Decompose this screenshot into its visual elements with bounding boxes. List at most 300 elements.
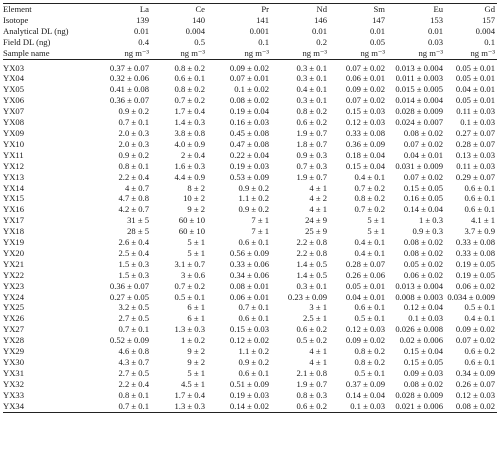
sample-name-cell: YX24	[3, 291, 25, 302]
value-cell: 0.4 ± 0.1	[354, 237, 385, 248]
sample-name-label: Sample name	[3, 48, 89, 59]
value-cell: 0.09 ± 0.02	[455, 324, 495, 335]
sample-name-cell: YX14	[3, 182, 25, 193]
value-cell: 0.014 ± 0.004	[395, 95, 443, 106]
header-cell: Eu	[387, 4, 445, 15]
value-cell: 0.026 ± 0.008	[395, 324, 443, 335]
value-cell: 0.27 ± 0.05	[109, 291, 149, 302]
value-cell: 4.4 ± 0.9	[174, 171, 205, 182]
value-cell: 6 ± 1	[187, 302, 205, 313]
sample-name-cell: YX20	[3, 247, 25, 258]
value-cell: 0.52 ± 0.09	[109, 335, 149, 346]
value-cell: 1.8 ± 0.7	[296, 138, 327, 149]
value-cell: 0.5 ± 0.2	[296, 335, 327, 346]
header-cell: 140	[192, 14, 205, 25]
value-cell: 0.09 ± 0.03	[403, 367, 443, 378]
value-cell: 1.9 ± 0.7	[296, 171, 327, 182]
value-cell: 0.15 ± 0.03	[229, 324, 269, 335]
value-cell: 0.5 ± 0.1	[464, 302, 495, 313]
value-cell: 0.04 ± 0.01	[455, 84, 495, 95]
value-cell: 1.4 ± 0.5	[296, 258, 327, 269]
table-row	[3, 292, 497, 303]
sample-name-cell: YX10	[3, 138, 25, 149]
value-cell: 0.12 ± 0.03	[455, 389, 495, 400]
value-cell: 0.05 ± 0.01	[455, 62, 495, 73]
value-cell: 0.8 ± 0.2	[174, 62, 205, 73]
table-row	[3, 204, 497, 215]
value-cell: 0.3 ± 0.1	[296, 280, 327, 291]
value-cell: 2.5 ± 0.4	[118, 247, 149, 258]
value-cell: 0.8 ± 0.2	[354, 346, 385, 357]
table-row	[3, 172, 497, 183]
value-cell: 1.3 ± 0.3	[174, 324, 205, 335]
value-cell: 0.29 ± 0.07	[455, 171, 495, 182]
header-cell: Sm	[329, 4, 387, 15]
value-cell: 10 ± 2	[183, 193, 205, 204]
sample-name-cell: YX27	[3, 324, 25, 335]
sample-name-cell: YX30	[3, 357, 25, 367]
value-cell: 0.15 ± 0.04	[403, 346, 443, 357]
value-cell: 4.5 ± 1	[180, 378, 205, 389]
value-cell: 0.008 ± 0.003	[395, 291, 443, 302]
value-cell: 0.08 ± 0.02	[445, 401, 497, 412]
value-cell: 0.8 ± 0.2	[354, 357, 385, 367]
value-cell: 0.6 ± 0.1	[354, 302, 385, 313]
table-row	[3, 281, 497, 292]
data-table-container	[3, 0, 497, 413]
value-cell: 0.12 ± 0.04	[403, 302, 443, 313]
value-cell: 9 ± 2	[187, 346, 205, 357]
value-cell: 0.26 ± 0.06	[345, 269, 385, 280]
value-cell: 0.7 ± 0.1	[118, 324, 149, 335]
value-cell: 0.12 ± 0.03	[345, 324, 385, 335]
value-cell: 0.1 ± 0.02	[234, 84, 269, 95]
value-cell: 0.19 ± 0.03	[229, 160, 269, 171]
value-cell: 24 ± 9	[305, 215, 327, 226]
table-body	[3, 63, 497, 413]
value-cell: 0.4 ± 0.1	[296, 84, 327, 95]
field-dl-label: Field DL (ng)	[3, 36, 51, 47]
table-row	[3, 357, 497, 368]
value-cell: 1.4 ± 0.3	[174, 117, 205, 128]
header-cell: 0.1	[484, 36, 495, 47]
value-cell: 0.7 ± 0.2	[174, 280, 205, 291]
sample-name-cell: YX04	[3, 73, 25, 84]
value-cell: 0.07 ± 0.02	[345, 95, 385, 106]
value-cell: 0.16 ± 0.05	[403, 193, 443, 204]
element-label: Element	[3, 4, 89, 15]
header-cell: 0.03	[427, 36, 443, 47]
sample-name-cell: YX19	[3, 237, 25, 248]
header-cell: Gd	[445, 4, 497, 15]
value-cell: 0.56 ± 0.09	[229, 247, 269, 258]
value-cell: 5 ± 1	[187, 247, 205, 258]
value-cell: 1 ± 0.2	[180, 335, 205, 346]
value-cell: 8 ± 2	[187, 182, 205, 193]
value-cell: 0.06 ± 0.01	[229, 291, 269, 302]
value-cell: 1.5 ± 0.3	[118, 258, 149, 269]
value-cell: 0.024 ± 0.007	[395, 117, 443, 128]
value-cell: 0.9 ± 0.2	[238, 182, 269, 193]
value-cell: 0.04 ± 0.01	[345, 291, 385, 302]
value-cell: 1.4 ± 0.5	[296, 269, 327, 280]
value-cell: 1.1 ± 0.2	[238, 193, 269, 204]
value-cell: 0.5 ± 0.1	[354, 367, 385, 378]
value-cell: 0.08 ± 0.01	[229, 280, 269, 291]
value-cell: 0.6 ± 0.1	[464, 182, 495, 193]
table-row	[3, 313, 497, 324]
sample-name-cell: YX17	[3, 215, 25, 226]
value-cell: 0.8 ± 0.2	[296, 106, 327, 117]
value-cell: 0.23 ± 0.09	[287, 291, 327, 302]
header-cell: Pr	[207, 4, 271, 15]
unit-cell: ng m⁻³	[151, 48, 207, 59]
unit-cell: ng m⁻³	[329, 48, 387, 59]
header-row-sample-name	[3, 48, 497, 59]
value-cell: 0.09 ± 0.02	[345, 335, 385, 346]
table-row	[3, 84, 497, 95]
header-cell: 0.01	[311, 25, 327, 36]
value-cell: 2.2 ± 0.8	[296, 237, 327, 248]
value-cell: 0.09 ± 0.02	[345, 84, 385, 95]
sample-name-cell: YX23	[3, 280, 25, 291]
value-cell: 9 ± 2	[187, 357, 205, 367]
value-cell: 0.7 ± 0.1	[89, 401, 151, 412]
value-cell: 0.4 ± 0.1	[464, 313, 495, 324]
value-cell: 0.08 ± 0.02	[403, 247, 443, 258]
unit-cell: ng m⁻³	[89, 48, 151, 59]
value-cell: 0.11 ± 0.03	[456, 106, 495, 117]
table-row	[3, 128, 497, 139]
value-cell: 0.19 ± 0.03	[229, 389, 269, 400]
value-cell: 0.15 ± 0.05	[403, 182, 443, 193]
table-row	[3, 150, 497, 161]
value-cell: 4.6 ± 0.8	[118, 346, 149, 357]
table-row	[3, 193, 497, 204]
table-row	[3, 346, 497, 357]
value-cell: 0.14 ± 0.02	[207, 401, 271, 412]
header-row-field-dl	[3, 37, 497, 48]
header-cell: 153	[430, 14, 443, 25]
value-cell: 0.12 ± 0.02	[229, 335, 269, 346]
value-cell: 0.8 ± 0.1	[118, 160, 149, 171]
table-row	[3, 270, 497, 281]
value-cell: 0.6 ± 0.1	[238, 367, 269, 378]
table-row	[3, 368, 497, 379]
table-row	[3, 324, 497, 335]
header-row-element	[3, 4, 497, 15]
value-cell: 0.18 ± 0.04	[345, 149, 385, 160]
table-row	[3, 401, 497, 412]
sample-name-cell: YX18	[3, 226, 25, 237]
value-cell: 0.08 ± 0.02	[229, 95, 269, 106]
value-cell: 0.28 ± 0.07	[455, 138, 495, 149]
value-cell: 0.08 ± 0.02	[403, 127, 443, 138]
sample-name-cell: YX06	[3, 95, 25, 106]
header-cell: 139	[136, 14, 149, 25]
value-cell: 3 ± 0.6	[180, 269, 205, 280]
value-cell: 0.1 ± 0.03	[329, 401, 387, 412]
value-cell: 0.33 ± 0.08	[345, 127, 385, 138]
value-cell: 0.9 ± 0.2	[238, 204, 269, 215]
value-cell: 1.7 ± 0.4	[174, 389, 205, 400]
table-row	[3, 259, 497, 270]
sample-name-cell: YX13	[3, 171, 25, 182]
value-cell: 0.36 ± 0.09	[345, 138, 385, 149]
value-cell: 4.0 ± 0.9	[174, 138, 205, 149]
value-cell: 31 ± 5	[127, 215, 149, 226]
table-row	[3, 139, 497, 150]
value-cell: 0.7 ± 0.2	[354, 204, 385, 215]
unit-cell: ng m⁻³	[207, 48, 271, 59]
value-cell: 0.6 ± 0.1	[464, 204, 495, 215]
value-cell: 2.2 ± 0.4	[118, 171, 149, 182]
value-cell: 0.04 ± 0.01	[403, 149, 443, 160]
value-cell: 0.4 ± 0.1	[354, 171, 385, 182]
value-cell: 0.7 ± 0.1	[118, 117, 149, 128]
sample-name-cell: YX07	[3, 106, 25, 117]
unit-cell: ng m⁻³	[271, 48, 329, 59]
value-cell: 0.15 ± 0.05	[403, 357, 443, 367]
value-cell: 0.8 ± 0.2	[354, 193, 385, 204]
table-row	[3, 117, 497, 128]
header-cell: 0.01	[427, 25, 443, 36]
value-cell: 0.6 ± 0.2	[296, 117, 327, 128]
header-cell: 0.01	[133, 25, 149, 36]
header-cell: 0.004	[185, 25, 205, 36]
table-row	[3, 215, 497, 226]
value-cell: 0.16 ± 0.03	[229, 117, 269, 128]
value-cell: 0.9 ± 0.2	[238, 357, 269, 367]
value-cell: 0.015 ± 0.005	[395, 84, 443, 95]
value-cell: 3.2 ± 0.5	[118, 302, 149, 313]
sample-name-cell: YX34	[3, 401, 89, 412]
sample-name-cell: YX15	[3, 193, 25, 204]
value-cell: 0.9 ± 0.3	[412, 226, 443, 237]
value-cell: 0.3 ± 0.1	[296, 62, 327, 73]
header-row-isotope	[3, 15, 497, 26]
value-cell: 3.1 ± 0.7	[174, 258, 205, 269]
value-cell: 4 ± 1	[309, 357, 327, 367]
table-row	[3, 379, 497, 390]
value-cell: 2.2 ± 0.8	[296, 247, 327, 258]
table-row	[3, 390, 497, 401]
value-cell: 0.06 ± 0.01	[345, 73, 385, 84]
value-cell: 0.021 ± 0.006	[387, 401, 445, 412]
value-cell: 0.6 ± 0.2	[271, 401, 329, 412]
header-cell: 0.004	[475, 25, 495, 36]
value-cell: 0.07 ± 0.02	[455, 335, 495, 346]
value-cell: 0.19 ± 0.04	[229, 106, 269, 117]
value-cell: 0.33 ± 0.08	[455, 247, 495, 258]
value-cell: 4 ± 1	[309, 182, 327, 193]
value-cell: 6 ± 1	[187, 313, 205, 324]
value-cell: 0.08 ± 0.02	[403, 237, 443, 248]
value-cell: 7 ± 1	[251, 215, 269, 226]
value-cell: 0.8 ± 0.3	[296, 389, 327, 400]
value-cell: 4 ± 2	[309, 193, 327, 204]
value-cell: 0.8 ± 0.2	[174, 84, 205, 95]
header-cell: 141	[256, 14, 269, 25]
value-cell: 0.9 ± 0.2	[118, 149, 149, 160]
sample-name-cell: YX32	[3, 378, 25, 389]
sample-name-cell: YX28	[3, 335, 25, 346]
value-cell: 0.27 ± 0.07	[455, 127, 495, 138]
sample-name-cell: YX22	[3, 269, 25, 280]
value-cell: 3.7 ± 0.9	[464, 226, 495, 237]
value-cell: 0.9 ± 0.2	[118, 106, 149, 117]
value-cell: 0.6 ± 0.1	[238, 237, 269, 248]
sample-name-cell: YX29	[3, 346, 25, 357]
sample-name-cell: YX25	[3, 302, 25, 313]
value-cell: 28 ± 5	[127, 226, 149, 237]
value-cell: 0.19 ± 0.05	[455, 269, 495, 280]
value-cell: 5 ± 1	[187, 237, 205, 248]
header-cell: 157	[482, 14, 495, 25]
value-cell: 2.6 ± 0.4	[118, 237, 149, 248]
table-row	[3, 106, 497, 117]
value-cell: 0.15 ± 0.03	[345, 106, 385, 117]
value-cell: 0.33 ± 0.08	[455, 237, 495, 248]
sample-name-cell: YX33	[3, 389, 25, 400]
value-cell: 0.3 ± 0.1	[296, 73, 327, 84]
value-cell: 60 ± 10	[178, 226, 205, 237]
value-cell: 0.7 ± 0.2	[174, 95, 205, 106]
value-cell: 7 ± 1	[251, 226, 269, 237]
value-cell: 1 ± 0.3	[418, 215, 443, 226]
value-cell: 5 ± 1	[367, 226, 385, 237]
value-cell: 60 ± 10	[178, 215, 205, 226]
value-cell: 0.14 ± 0.04	[345, 389, 385, 400]
value-cell: 2 ± 0.4	[180, 149, 205, 160]
value-cell: 0.19 ± 0.05	[455, 258, 495, 269]
sample-name-cell: YX05	[3, 84, 25, 95]
value-cell: 4.2 ± 0.7	[118, 204, 149, 215]
value-cell: 0.013 ± 0.004	[395, 62, 443, 73]
value-cell: 3 ± 1	[309, 302, 327, 313]
unit-cell: ng m⁻³	[445, 48, 497, 59]
value-cell: 0.05 ± 0.01	[455, 73, 495, 84]
value-cell: 0.7 ± 0.2	[354, 182, 385, 193]
value-cell: 4.7 ± 0.8	[118, 193, 149, 204]
value-cell: 0.5 ± 0.1	[354, 313, 385, 324]
value-cell: 0.37 ± 0.07	[109, 62, 149, 73]
table-row	[3, 63, 497, 74]
value-cell: 0.26 ± 0.07	[455, 378, 495, 389]
value-cell: 25 ± 9	[305, 226, 327, 237]
header-row-analytical-dl	[3, 26, 497, 37]
header-cell: 0.1	[258, 36, 269, 47]
value-cell: 0.06 ± 0.02	[455, 280, 495, 291]
value-cell: 2.0 ± 0.3	[118, 138, 149, 149]
value-cell: 0.51 ± 0.09	[229, 378, 269, 389]
sample-name-cell: YX21	[3, 258, 25, 269]
value-cell: 4.1 ± 1	[470, 215, 495, 226]
value-cell: 2.5 ± 1	[302, 313, 327, 324]
header-cell: Nd	[271, 4, 329, 15]
analytical-dl-label: Analytical DL (ng)	[3, 25, 69, 36]
value-cell: 0.6 ± 0.1	[174, 73, 205, 84]
value-cell: 0.22 ± 0.04	[229, 149, 269, 160]
value-cell: 0.36 ± 0.07	[109, 95, 149, 106]
value-cell: 0.05 ± 0.01	[345, 280, 385, 291]
header-cell: 0.01	[369, 25, 385, 36]
value-cell: 5 ± 1	[187, 367, 205, 378]
unit-cell: ng m⁻³	[387, 48, 445, 59]
value-cell: 5 ± 1	[367, 215, 385, 226]
value-cell: 0.47 ± 0.08	[229, 138, 269, 149]
value-cell: 0.7 ± 0.3	[296, 160, 327, 171]
value-cell: 0.7 ± 0.1	[238, 302, 269, 313]
value-cell: 1.9 ± 0.7	[296, 127, 327, 138]
value-cell: 0.1 ± 0.03	[408, 313, 443, 324]
header-cell: 147	[372, 14, 385, 25]
value-cell: 0.6 ± 0.1	[238, 313, 269, 324]
header-cell: 0.4	[138, 36, 149, 47]
table-row	[3, 161, 497, 172]
value-cell: 0.8 ± 0.1	[118, 389, 149, 400]
value-cell: 1.3 ± 0.3	[151, 401, 207, 412]
header-cell: 0.2	[316, 36, 327, 47]
header-cell: La	[89, 4, 151, 15]
value-cell: 0.6 ± 0.1	[464, 193, 495, 204]
value-cell: 1.6 ± 0.3	[174, 160, 205, 171]
value-cell: 0.14 ± 0.04	[403, 204, 443, 215]
value-cell: 0.07 ± 0.02	[403, 171, 443, 182]
value-cell: 0.05 ± 0.01	[455, 95, 495, 106]
value-cell: 1.5 ± 0.3	[118, 269, 149, 280]
value-cell: 2.7 ± 0.5	[118, 367, 149, 378]
header-cell: Ce	[151, 4, 207, 15]
ree-concentration-table	[3, 3, 497, 413]
value-cell: 9 ± 2	[187, 204, 205, 215]
table-row	[3, 302, 497, 313]
value-cell: 0.02 ± 0.006	[399, 335, 443, 346]
value-cell: 0.9 ± 0.3	[296, 149, 327, 160]
value-cell: 0.06 ± 0.02	[403, 269, 443, 280]
value-cell: 0.3 ± 0.1	[296, 95, 327, 106]
value-cell: 0.05 ± 0.02	[403, 258, 443, 269]
value-cell: 1.9 ± 0.7	[296, 378, 327, 389]
value-cell: 0.013 ± 0.004	[395, 280, 443, 291]
value-cell: 4 ± 1	[309, 204, 327, 215]
table-row	[3, 73, 497, 84]
value-cell: 0.6 ± 0.2	[464, 346, 495, 357]
value-cell: 0.37 ± 0.09	[345, 378, 385, 389]
value-cell: 0.11 ± 0.03	[456, 160, 495, 171]
value-cell: 0.028 ± 0.009	[395, 389, 443, 400]
value-cell: 0.32 ± 0.06	[109, 73, 149, 84]
table-row	[3, 183, 497, 194]
table-row	[3, 95, 497, 106]
sample-name-cell: YX26	[3, 313, 25, 324]
table-row	[3, 335, 497, 346]
value-cell: 1.1 ± 0.2	[238, 346, 269, 357]
value-cell: 0.12 ± 0.03	[345, 117, 385, 128]
sample-name-cell: YX11	[3, 149, 24, 160]
value-cell: 0.07 ± 0.01	[229, 73, 269, 84]
value-cell: 0.028 ± 0.009	[395, 106, 443, 117]
value-cell: 0.13 ± 0.03	[455, 149, 495, 160]
value-cell: 2.1 ± 0.8	[296, 367, 327, 378]
value-cell: 0.45 ± 0.08	[229, 127, 269, 138]
sample-name-cell: YX12	[3, 160, 25, 171]
value-cell: 0.1 ± 0.03	[460, 117, 495, 128]
value-cell: 3.8 ± 0.8	[174, 127, 205, 138]
value-cell: 0.08 ± 0.02	[403, 378, 443, 389]
value-cell: 0.4 ± 0.1	[354, 247, 385, 258]
value-cell: 4 ± 0.7	[124, 182, 149, 193]
